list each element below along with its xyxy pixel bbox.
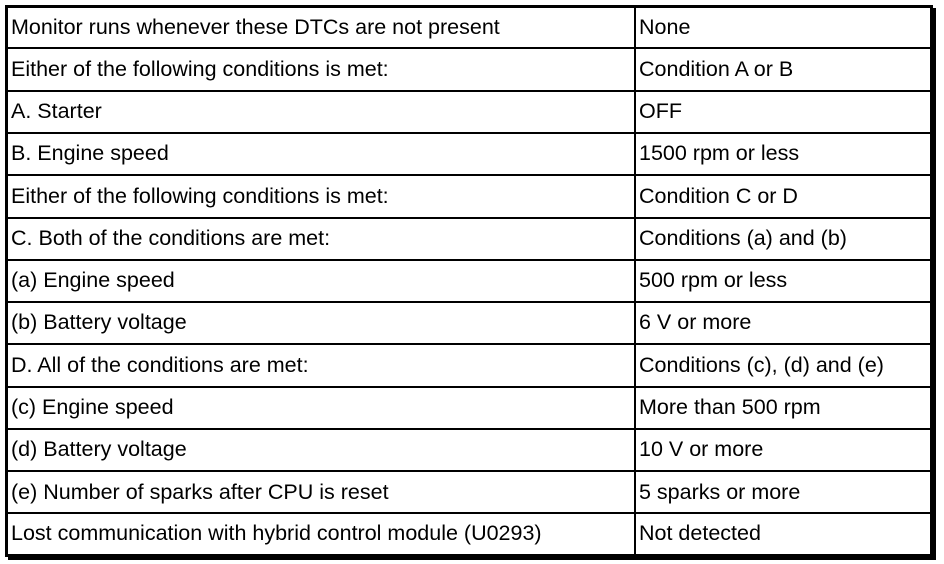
value-cell: Condition C or D: [635, 175, 930, 217]
condition-cell: Either of the following conditions is met:: [8, 48, 635, 90]
conditions-table-frame: [5, 5, 933, 557]
table-row: [8, 302, 930, 344]
value-cell: 6 V or more: [635, 302, 930, 344]
value-cell: More than 500 rpm: [635, 387, 930, 429]
condition-cell: Monitor runs whenever these DTCs are not present: [8, 8, 635, 48]
table-row: [8, 218, 930, 260]
value-cell: Conditions (c), (d) and (e): [635, 344, 930, 386]
condition-cell: (e) Number of sparks after CPU is reset: [8, 471, 635, 513]
value-cell: 10 V or more: [635, 429, 930, 471]
table-row: [8, 48, 930, 90]
condition-cell: (c) Engine speed: [8, 387, 635, 429]
condition-cell: Lost communication with hybrid control module (U0293): [8, 513, 635, 554]
value-cell: Conditions (a) and (b): [635, 218, 930, 260]
condition-cell: Either of the following conditions is met:: [8, 175, 635, 217]
condition-cell: C. Both of the conditions are met:: [8, 218, 635, 260]
condition-cell: (a) Engine speed: [8, 260, 635, 302]
table-row: [8, 429, 930, 471]
value-cell: Not detected: [635, 513, 930, 554]
value-cell: 1500 rpm or less: [635, 133, 930, 175]
value-cell: None: [635, 8, 930, 48]
table-row: [8, 471, 930, 513]
table-row: [8, 387, 930, 429]
condition-cell: B. Engine speed: [8, 133, 635, 175]
value-cell: OFF: [635, 91, 930, 133]
value-cell: Condition A or B: [635, 48, 930, 90]
condition-cell: (d) Battery voltage: [8, 429, 635, 471]
condition-cell: A. Starter: [8, 91, 635, 133]
table-row: [8, 344, 930, 386]
table-row: [8, 260, 930, 302]
table-row: [8, 133, 930, 175]
condition-cell: D. All of the conditions are met:: [8, 344, 635, 386]
table-row: [8, 175, 930, 217]
table-row: [8, 8, 930, 48]
value-cell: 500 rpm or less: [635, 260, 930, 302]
condition-cell: (b) Battery voltage: [8, 302, 635, 344]
table-row: [8, 513, 930, 554]
monitor-conditions-table: [8, 8, 930, 554]
table-row: [8, 91, 930, 133]
value-cell: 5 sparks or more: [635, 471, 930, 513]
